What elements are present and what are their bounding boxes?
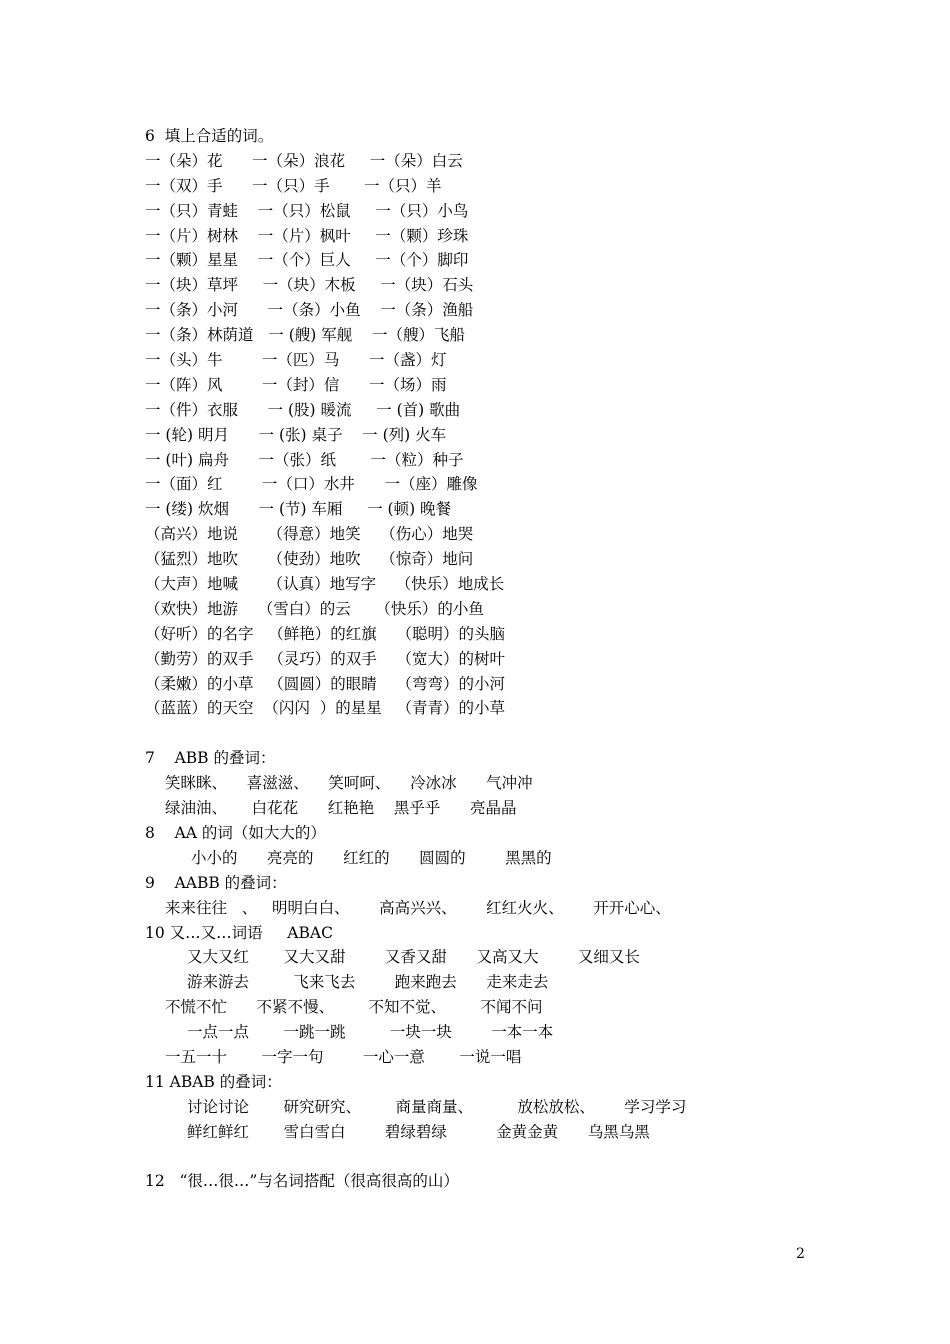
adverb-line: （高兴）地说 （得意）地笑 （伤心）地哭	[145, 525, 474, 544]
measure-word-line: 一 (轮) 明月 一 (张) 桌子 一 (列) 火车	[145, 425, 447, 444]
abab-words-line: 讨论讨论 研究研究、 商量商量、 放松放松、 学习学习	[187, 1097, 687, 1116]
measure-word-line: 一（条）小河 一（条）小鱼 一（条）渔船	[145, 301, 474, 320]
adjective-line: （蓝蓝）的天空 （闪闪 ）的星星 （青青）的小草	[145, 699, 505, 718]
measure-word-line: 一（阵）风 一（封）信 一（场）雨	[145, 375, 447, 394]
measure-word-line: 一（双）手 一（只）手 一（只）羊	[145, 176, 442, 195]
measure-word-line: 一（只）青蛙 一（只）松鼠 一（只）小鸟	[145, 201, 469, 220]
measure-word-line: 一（朵）花 一（朵）浪花 一（朵）白云	[145, 151, 463, 170]
section-10-heading: 10 又…又…词语 ABAC	[145, 923, 333, 942]
page-number: 2	[796, 1246, 805, 1262]
abab-words-line: 鲜红鲜红 雪白雪白 碧绿碧绿 金黄金黄 乌黑乌黑	[187, 1122, 650, 1141]
measure-word-line: 一（颗）星星 一（个）巨人 一（个）脚印	[145, 251, 469, 270]
document-body	[145, 124, 845, 1194]
measure-word-line: 一 (叶) 扁舟 一（张）纸 一（粒）种子	[145, 450, 464, 469]
abac-words-line: 一点一点 一跳一跳 一块一块 一本一本	[187, 1023, 554, 1042]
blank-line	[145, 721, 845, 746]
aa-words-line: 小小的 亮亮的 红红的 圆圆的 黑黑的	[191, 848, 552, 867]
adjective-line: （柔嫩）的小草 （圆圆）的眼睛 （弯弯）的小河	[145, 674, 505, 693]
section-8-heading: 8 AA 的词（如大大的）	[145, 823, 326, 842]
section-9-heading: 9 AABB 的叠词：	[145, 873, 287, 892]
abb-words-line: 绿油油、 白花花 红艳艳 黑乎乎 亮晶晶	[165, 799, 517, 818]
blank-line	[145, 1145, 845, 1170]
abac-words-line: 又大又红 又大又甜 又香又甜 又高又大 又细又长	[187, 948, 640, 967]
measure-word-line: 一（片）树林 一（片）枫叶 一（颗）珍珠	[145, 226, 469, 245]
measure-word-line: 一（块）草坪 一（块）木板 一（块）石头	[145, 276, 474, 295]
adverb-line: （大声）地喊 （认真）地写字 （快乐）地成长	[145, 575, 505, 594]
abac-words-line: 一五一十 一字一句 一心一意 一说一唱	[165, 1047, 522, 1066]
measure-word-line: 一（条）林荫道 一 (艘) 军舰 一（艘）飞船	[145, 326, 465, 345]
section-6-heading: 6 填上合适的词。	[145, 127, 274, 145]
adjective-line: （欢快）地游 （雪白）的云 （快乐）的小鱼	[145, 599, 484, 618]
section-11-heading: 11 ABAB 的叠词：	[145, 1072, 282, 1091]
adverb-line: （猛烈）地吹 （使劲）地吹 （惊奇）地问	[145, 550, 474, 569]
abac-words-line: 游来游去 飞来飞去 跑来跑去 走来走去	[187, 973, 549, 992]
section-7-heading: 7 ABB 的叠词：	[145, 749, 276, 768]
adjective-line: （好听）的名字 （鲜艳）的红旗 （聪明）的头脑	[145, 624, 505, 643]
abb-words-line: 笑眯眯、 喜滋滋、 笑呵呵、 冷冰冰 气冲冲	[165, 774, 533, 793]
measure-word-line: 一（件）衣服 一 (股) 暖流 一 (首) 歌曲	[145, 400, 461, 419]
measure-word-line: 一（面）红 一（口）水井 一（座）雕像	[145, 475, 478, 494]
section-12-heading: 12 “很…很…”与名词搭配（很高很高的山）	[145, 1172, 459, 1191]
adjective-line: （勤劳）的双手 （灵巧）的双手 （宽大）的树叶	[145, 649, 505, 668]
measure-word-line: 一 (缕) 炊烟 一 (节) 车厢 一 (顿) 晚餐	[145, 500, 452, 519]
measure-word-line: 一（头）牛 一（匹）马 一（盏）灯	[145, 351, 447, 370]
abac-words-line: 不慌不忙 不紧不慢、 不知不觉、 不闻不问	[165, 998, 543, 1017]
aabb-words-line: 来来往往 、 明明白白、 高高兴兴、 红红火火、 开开心心、	[165, 898, 671, 917]
